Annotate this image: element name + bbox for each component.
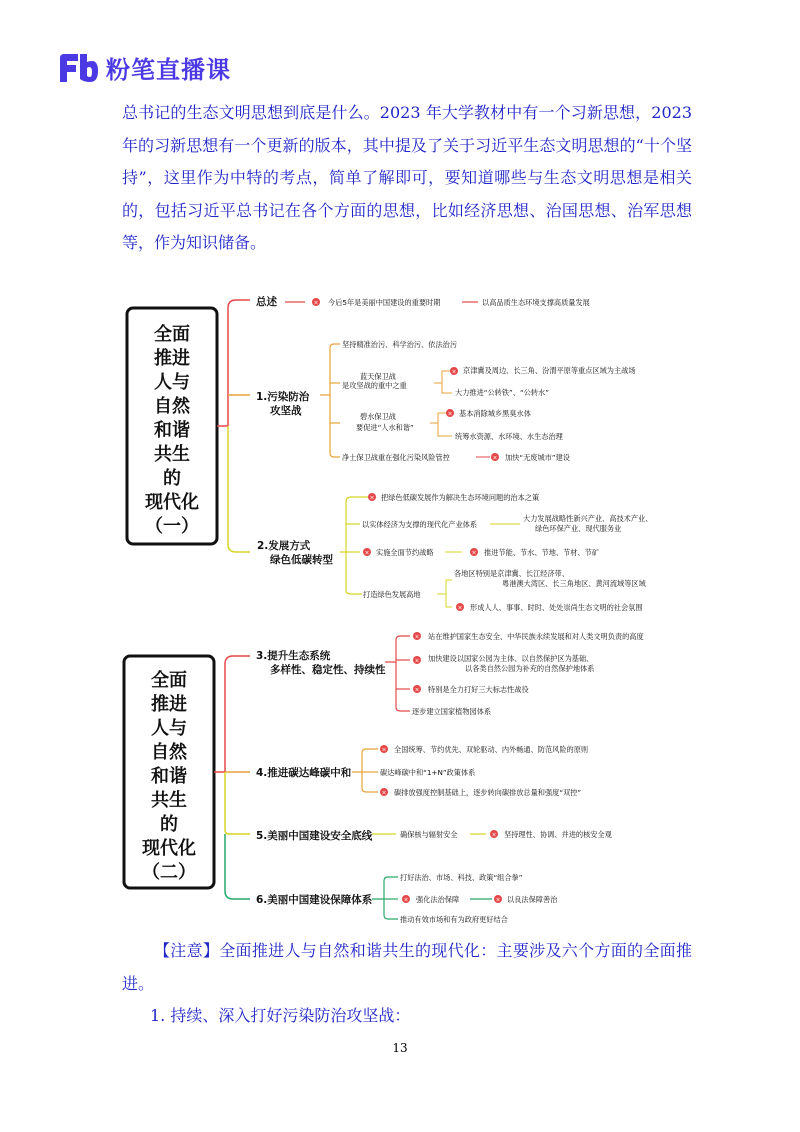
mindmap1-title-line: 自然: [154, 396, 190, 417]
b3-d: 逐步建立国家植物园体系: [412, 707, 492, 716]
b5-b: 坚持理性、协调、并进的核安全观: [504, 830, 612, 839]
mindmap1-title-line: 共生: [154, 444, 190, 465]
soil-a: 加快“无废城市”建设: [505, 453, 570, 462]
b6-c: 推动有效市场和有为政府更好结合: [400, 915, 508, 924]
svg-text:×: ×: [414, 686, 420, 694]
b1-precise: 坚持精准治污、科学治污、依法治污: [342, 340, 458, 349]
b2-a: 把绿色低碳发展作为解决生态环境问题的治本之策: [381, 493, 540, 502]
svg-text:×: ×: [447, 410, 453, 418]
svg-text:×: ×: [414, 657, 420, 665]
b4-a: 全国统筹、节约优先、双轮驱动、内外畅通、防范风险的原则: [394, 745, 589, 754]
branch-2-line2: 绿色低碳转型: [270, 554, 333, 566]
b4-b: 碳达峰碳中和“1+N”政策体系: [380, 768, 476, 777]
svg-text:×: ×: [381, 789, 387, 797]
branch-3-line2: 多样性、稳定性、持续性: [270, 664, 386, 676]
b3-b-line1: 加快建设以国家公园为主体、以自然保护区为基础、: [428, 654, 594, 663]
b2-d: 打造绿色发展高地: [363, 590, 421, 599]
b2-b-line2: 绿色环保产业、现代服务业: [535, 524, 622, 533]
svg-text:×: ×: [364, 549, 370, 557]
b2-c: 实施全面节约战略: [376, 548, 434, 557]
total-a: 今后5年是美丽中国建设的重要时期: [328, 298, 441, 307]
total-b: 以高品质生态环境支撑高质量发展: [482, 298, 590, 307]
mindmap1-title-line: 和谐: [154, 420, 190, 441]
branch-total: 总述: [256, 296, 277, 308]
svg-text:×: ×: [451, 368, 457, 376]
mindmap1-title-line: 人与: [154, 372, 190, 393]
b4-c: 碳排放强度控制基础上，逐步转向碳排放总量和强度“双控”: [394, 788, 582, 797]
intro-paragraph: 总书记的生态文明思想到底是什么。2023 年大学教材中有一个习新思想，2023 年的习新思想有一个更新的版本，其中提及了关于习近平生态文明思想的“十个坚持”，这里作为中特的考点，简单了解即可，要知道哪些与生态文明思想是相关的，包括习近平总书记在各个方面的思想，比如经济思想、治国思想、治军思想等，作为知识储备。: [122, 103, 692, 252]
note-paragraph: 【注意】全面推进人与自然和谐共生的现代化：主要涉及六个方面的全面推进。: [122, 941, 692, 993]
mindmap2-title-line: （二）: [142, 862, 196, 883]
b3-b-line2: 以各类自然公园为补充的自然保护地体系: [465, 664, 595, 673]
mindmap2-title-line: 共生: [151, 790, 187, 811]
list-item-1: 1. 持续、深入打好污染防治攻坚战：: [150, 1006, 411, 1025]
b6-b: 强化法治保障: [416, 895, 460, 904]
water-line1: 碧水保卫战: [360, 412, 396, 421]
mindmap2-title-line: 推进: [151, 694, 187, 715]
mindmap2-title-line: 的: [160, 814, 178, 835]
svg-text:×: ×: [381, 746, 387, 754]
mindmap2-title-line: 人与: [151, 718, 187, 739]
sky-line1: 蓝天保卫战: [360, 372, 396, 381]
b3-c: 特别是全力打好三大标志性战役: [428, 685, 529, 694]
mindmap1-title-line: 推进: [154, 348, 190, 369]
svg-text:×: ×: [369, 494, 375, 502]
mindmap2-title-line: 全面: [151, 670, 187, 691]
branch-4: 4.推进碳达峰碳中和: [256, 767, 352, 779]
mindmap2-title-line: 和谐: [151, 766, 187, 787]
b2-b-line1: 大力发展战略性新兴产业、高技术产业、: [523, 514, 653, 523]
water-line2: 要促进“人水和谐”: [356, 423, 414, 432]
mindmap2-title-line: 自然: [151, 742, 187, 763]
water-a: 基本消除城乡黑臭水体: [459, 409, 531, 418]
svg-text:×: ×: [492, 454, 498, 462]
branch-1-line2: 攻坚战: [270, 405, 302, 417]
sky-b: 大力推进“公转铁”、“公转水”: [455, 388, 549, 397]
branch-3-line1: 3.提升生态系统: [256, 650, 331, 662]
b6-a: 打好法治、市场、科技、政策“组合拳”: [400, 873, 523, 882]
b6-b2: 以良法保障善治: [507, 895, 558, 904]
mindmap1-title-line: 现代化: [145, 492, 199, 513]
b2-b: 以实体经济为支撑的现代化产业体系: [362, 520, 478, 529]
svg-text:×: ×: [313, 299, 319, 307]
svg-text:×: ×: [414, 633, 420, 641]
b2-d-line1: 各地区特别是京津冀、长江经济带、: [454, 569, 570, 578]
water-b: 统筹水资源、水环境、水生态治理: [455, 432, 563, 441]
soil: 净土保卫战重在强化污染风险管控: [342, 453, 450, 462]
b2-d-line2: 粤港澳大湾区、长三角地区、黄河流域等区域: [502, 579, 646, 588]
svg-text:×: ×: [457, 604, 463, 612]
brand-name: 粉笔直播课: [106, 56, 231, 84]
b3-a: 站在维护国家生态安全、中华民族永续发展和对人类文明负责的高度: [428, 632, 644, 641]
b5-a: 确保核与辐射安全: [400, 830, 458, 839]
branch-1-line1: 1.污染防治: [256, 391, 310, 403]
branch-2-line1: 2.发展方式: [257, 540, 311, 552]
svg-text:×: ×: [491, 831, 497, 839]
b2-d-b: 形成人人、事事、时时、处处崇尚生态文明的社会氛围: [470, 603, 643, 612]
svg-text:×: ×: [495, 896, 501, 904]
branch-6: 6.美丽中国建设保障体系: [256, 894, 373, 906]
mindmap2-title-line: 现代化: [142, 838, 196, 859]
mindmap1-title-line: 全面: [154, 324, 190, 345]
page-number: 13: [392, 1041, 408, 1055]
branch-5: 5.美丽中国建设安全底线: [256, 830, 373, 842]
sky-line2: 是攻坚战的重中之重: [342, 381, 407, 390]
b2-c-a: 推进节能、节水、节地、节材、节矿: [484, 548, 600, 557]
mindmap1-title-line: （一）: [145, 516, 199, 537]
svg-text:×: ×: [403, 896, 409, 904]
svg-text:×: ×: [471, 549, 477, 557]
mindmap1-title-line: 的: [163, 468, 181, 489]
sky-a: 京津冀及周边、长三角、汾渭平原等重点区域为主战场: [463, 366, 636, 375]
